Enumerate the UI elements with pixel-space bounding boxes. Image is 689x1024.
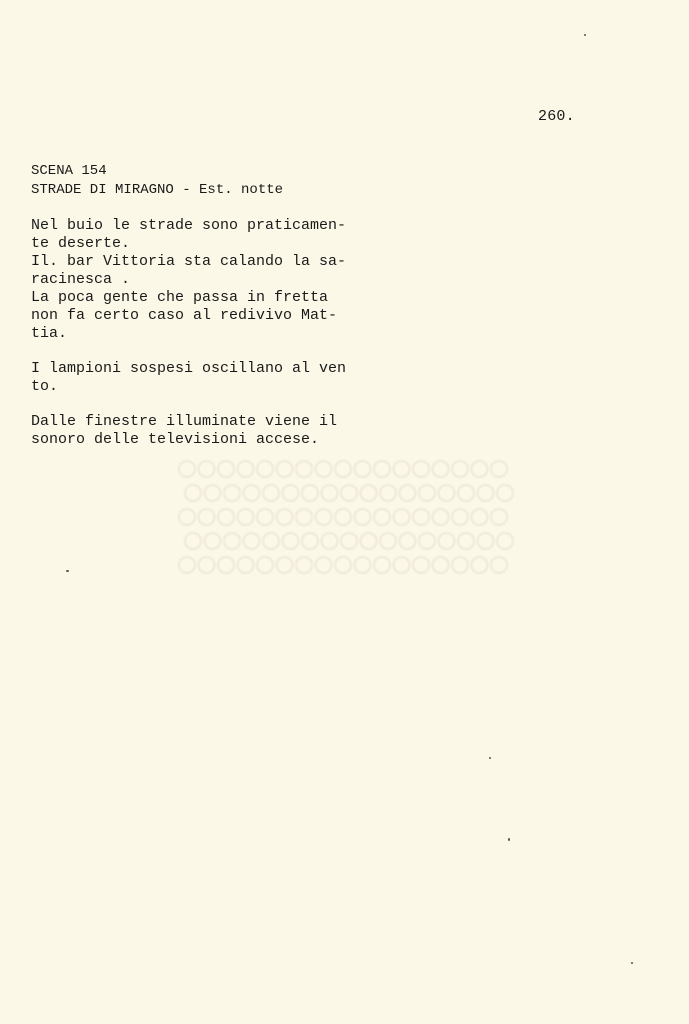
watermark-ring xyxy=(205,485,221,501)
paper-speck xyxy=(631,962,633,964)
scene-heading xyxy=(31,162,283,200)
watermark-ring xyxy=(413,509,429,525)
watermark-ring xyxy=(179,461,195,477)
watermark-ring xyxy=(355,557,371,573)
watermark-ring xyxy=(491,509,507,525)
watermark-ring xyxy=(433,557,449,573)
watermark-ring xyxy=(224,533,240,549)
watermark-ring xyxy=(224,485,240,501)
watermark-ring xyxy=(478,533,494,549)
text-line: I lampioni sospesi oscillano al ven xyxy=(31,360,347,377)
watermark-ring xyxy=(199,509,215,525)
watermark-ring xyxy=(497,485,513,501)
watermark-ring xyxy=(439,533,455,549)
watermark-ring xyxy=(439,485,455,501)
paper-speck xyxy=(66,570,69,572)
watermark-ring xyxy=(218,557,234,573)
watermark-ring xyxy=(263,485,279,501)
watermark-ring xyxy=(374,557,390,573)
watermark-ring xyxy=(400,485,416,501)
watermark-ring xyxy=(472,509,488,525)
watermark-ring xyxy=(341,533,357,549)
watermark-ring xyxy=(316,509,332,525)
watermark-ring xyxy=(394,461,410,477)
text-line: te deserte. xyxy=(31,235,131,252)
watermark-ring xyxy=(218,461,234,477)
watermark-ring xyxy=(472,557,488,573)
text-line: tia. xyxy=(31,325,68,342)
watermark-ring xyxy=(355,461,371,477)
text-line: Nel buio le strade sono praticamen- xyxy=(31,217,347,234)
watermark-ring xyxy=(472,461,488,477)
watermark-ring xyxy=(458,533,474,549)
watermark-ring xyxy=(302,533,318,549)
watermark-ring xyxy=(257,509,273,525)
watermark-ring xyxy=(316,461,332,477)
text-line: sonoro delle televisioni accese. xyxy=(31,431,320,448)
watermark-ring xyxy=(179,557,195,573)
watermark-ring xyxy=(374,461,390,477)
watermark-ring xyxy=(458,485,474,501)
watermark-ring xyxy=(433,461,449,477)
paper-speck xyxy=(508,838,510,841)
paper-speck xyxy=(584,34,586,36)
watermark-ring xyxy=(238,509,254,525)
watermark-ring xyxy=(419,533,435,549)
watermark-ring xyxy=(452,461,468,477)
watermark-ring xyxy=(316,557,332,573)
watermark-ring xyxy=(380,533,396,549)
scene-number: SCENA 154 xyxy=(31,163,107,179)
paragraph-streets xyxy=(31,217,346,343)
embossed-watermark-pattern xyxy=(175,455,520,580)
watermark-ring xyxy=(179,509,195,525)
watermark-ring xyxy=(244,533,260,549)
watermark-ring xyxy=(335,461,351,477)
watermark-ring xyxy=(283,533,299,549)
watermark-ring xyxy=(205,533,221,549)
watermark-ring xyxy=(296,557,312,573)
watermark-ring xyxy=(394,509,410,525)
watermark-ring xyxy=(296,461,312,477)
watermark-ring xyxy=(497,533,513,549)
watermark-ring xyxy=(491,461,507,477)
watermark-ring xyxy=(452,509,468,525)
scene-location: STRADE DI MIRAGNO - Est. notte xyxy=(31,182,284,198)
watermark-ring xyxy=(452,557,468,573)
watermark-ring xyxy=(491,557,507,573)
watermark-ring xyxy=(380,485,396,501)
watermark-ring xyxy=(335,557,351,573)
watermark-ring xyxy=(277,461,293,477)
watermark-ring xyxy=(322,533,338,549)
watermark-ring xyxy=(296,509,312,525)
paper-speck xyxy=(489,757,491,759)
watermark-ring xyxy=(478,485,494,501)
watermark-ring xyxy=(433,509,449,525)
text-line: racinesca . xyxy=(31,271,131,288)
watermark-ring xyxy=(238,557,254,573)
watermark-ring xyxy=(277,509,293,525)
text-line: Dalle finestre illuminate viene il xyxy=(31,413,338,430)
watermark-ring xyxy=(394,557,410,573)
watermark-ring xyxy=(185,533,201,549)
scene-description xyxy=(31,217,346,466)
watermark-ring xyxy=(244,485,260,501)
watermark-ring xyxy=(238,461,254,477)
paragraph-windows xyxy=(31,413,346,449)
watermark-ring xyxy=(374,509,390,525)
page-number: 260. xyxy=(538,108,575,125)
watermark-ring xyxy=(302,485,318,501)
watermark-ring xyxy=(257,461,273,477)
watermark-ring xyxy=(277,557,293,573)
watermark-ring xyxy=(413,461,429,477)
watermark-ring xyxy=(335,509,351,525)
watermark-ring xyxy=(361,533,377,549)
text-line: La poca gente che passa in fretta xyxy=(31,289,329,306)
paragraph-lamps xyxy=(31,360,346,396)
watermark-ring xyxy=(341,485,357,501)
watermark-ring xyxy=(413,557,429,573)
watermark-ring xyxy=(283,485,299,501)
watermark-ring xyxy=(218,509,234,525)
watermark-ring xyxy=(257,557,273,573)
text-line: Il. bar Vittoria sta calando la sa- xyxy=(31,253,347,270)
watermark-ring xyxy=(199,461,215,477)
watermark-ring xyxy=(199,557,215,573)
watermark-ring xyxy=(361,485,377,501)
text-line: to. xyxy=(31,378,59,395)
watermark-ring xyxy=(400,533,416,549)
watermark-ring xyxy=(185,485,201,501)
text-line: non fa certo caso al redivivo Mat- xyxy=(31,307,338,324)
watermark-ring xyxy=(322,485,338,501)
watermark-ring xyxy=(263,533,279,549)
watermark-ring xyxy=(419,485,435,501)
watermark-ring xyxy=(355,509,371,525)
